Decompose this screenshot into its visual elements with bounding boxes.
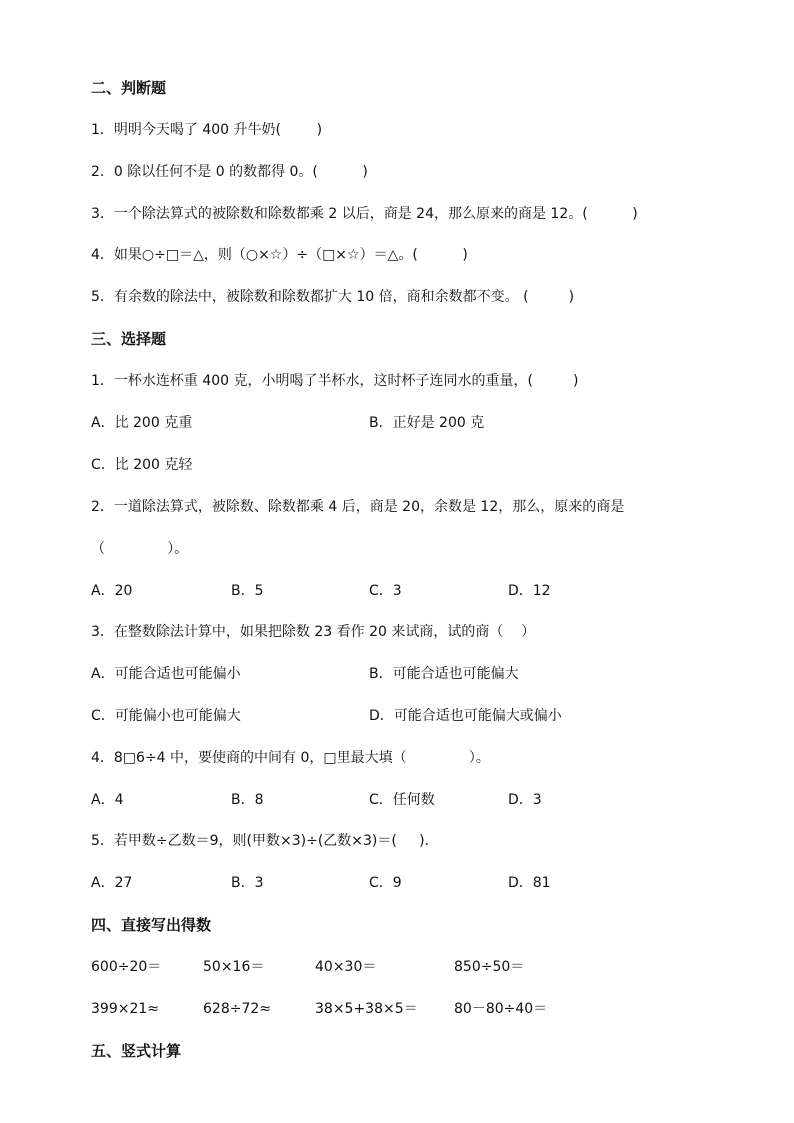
choice-q4-option-a: A．4 (91, 792, 124, 808)
choice-q5-option-c: C．9 (369, 875, 402, 891)
mental-math-r1-c4: 850÷50＝ (454, 959, 525, 975)
mental-math-r2-c4: 80－80÷40＝ (454, 1001, 548, 1017)
choice-q4-stem: 4．8□6÷4 中，要使商的中间有 0，□里最大填（ ）。 (91, 750, 490, 766)
mental-math-r1-c1: 600÷20＝ (91, 959, 162, 975)
judgement-item-4: 4．如果○÷□＝△，则（○×☆）÷（□×☆）＝△。( ) (91, 247, 468, 263)
mental-math-r2-c3: 38×5+38×5＝ (315, 1001, 418, 1017)
choice-q2-stem-cont: （ ）。 (91, 541, 189, 557)
choice-q1-stem: 1．一杯水连杯重 400 克，小明喝了半杯水，这时杯子连同水的重量，( ) (91, 373, 579, 389)
judgement-item-5: 5．有余数的除法中，被除数和除数都扩大 10 倍，商和余数都不变。 ( ) (91, 289, 575, 305)
mental-math-r2-c1: 399×21≈ (91, 1001, 159, 1017)
choice-q5-option-b: B．3 (231, 875, 264, 891)
choice-q2-option-a: A．20 (91, 583, 133, 599)
mental-math-r1-c2: 50×16＝ (203, 959, 265, 975)
mental-math-r2-c2: 628÷72≈ (203, 1001, 271, 1017)
choice-q3-option-c: C．可能偏小也可能偏大 (91, 708, 241, 724)
choice-q1-option-a: A．比 200 克重 (91, 415, 193, 431)
choice-q3-option-a: A．可能合适也可能偏小 (91, 666, 241, 682)
mental-math-r1-c3: 40×30＝ (315, 959, 377, 975)
choice-q5-option-a: A．27 (91, 875, 133, 891)
choice-q3-option-d: D．可能合适也可能偏大或偏小 (369, 708, 562, 724)
judgement-item-3: 3．一个除法算式的被除数和除数都乘 2 以后，商是 24，那么原来的商是 12。( ) (91, 206, 638, 222)
choice-q3-option-b: B．可能合适也可能偏大 (369, 666, 519, 682)
choice-q1-option-b: B．正好是 200 克 (369, 415, 485, 431)
choice-q4-option-c: C．任何数 (369, 792, 435, 808)
choice-q1-option-c: C．比 200 克轻 (91, 457, 193, 473)
section-heading-mental-math: 四、直接写出得数 (91, 916, 212, 934)
section-heading-judgement: 二、判断题 (91, 79, 167, 97)
choice-q4-option-d: D．3 (508, 792, 542, 808)
choice-q2-stem: 2．一道除法算式，被除数、除数都乘 4 后，商是 20，余数是 12，那么，原来的商是 (91, 499, 625, 515)
choice-q3-stem: 3．在整数除法计算中，如果把除数 23 看作 20 来试商，试的商（ ） (91, 624, 536, 640)
choice-q5-stem: 5．若甲数÷乙数＝9，则(甲数×3)÷(乙数×3)＝( )． (91, 833, 439, 849)
judgement-item-2: 2．0 除以任何不是 0 的数都得 0。( ) (91, 164, 368, 180)
judgement-item-1: 1．明明今天喝了 400 升牛奶( ) (91, 122, 323, 138)
choice-q5-option-d: D．81 (508, 875, 551, 891)
choice-q4-option-b: B．8 (231, 792, 264, 808)
section-heading-choice: 三、选择题 (91, 330, 167, 348)
choice-q2-option-c: C．3 (369, 583, 402, 599)
choice-q2-option-b: B．5 (231, 583, 264, 599)
section-heading-vertical-calc: 五、竖式计算 (91, 1042, 182, 1060)
choice-q2-option-d: D．12 (508, 583, 551, 599)
